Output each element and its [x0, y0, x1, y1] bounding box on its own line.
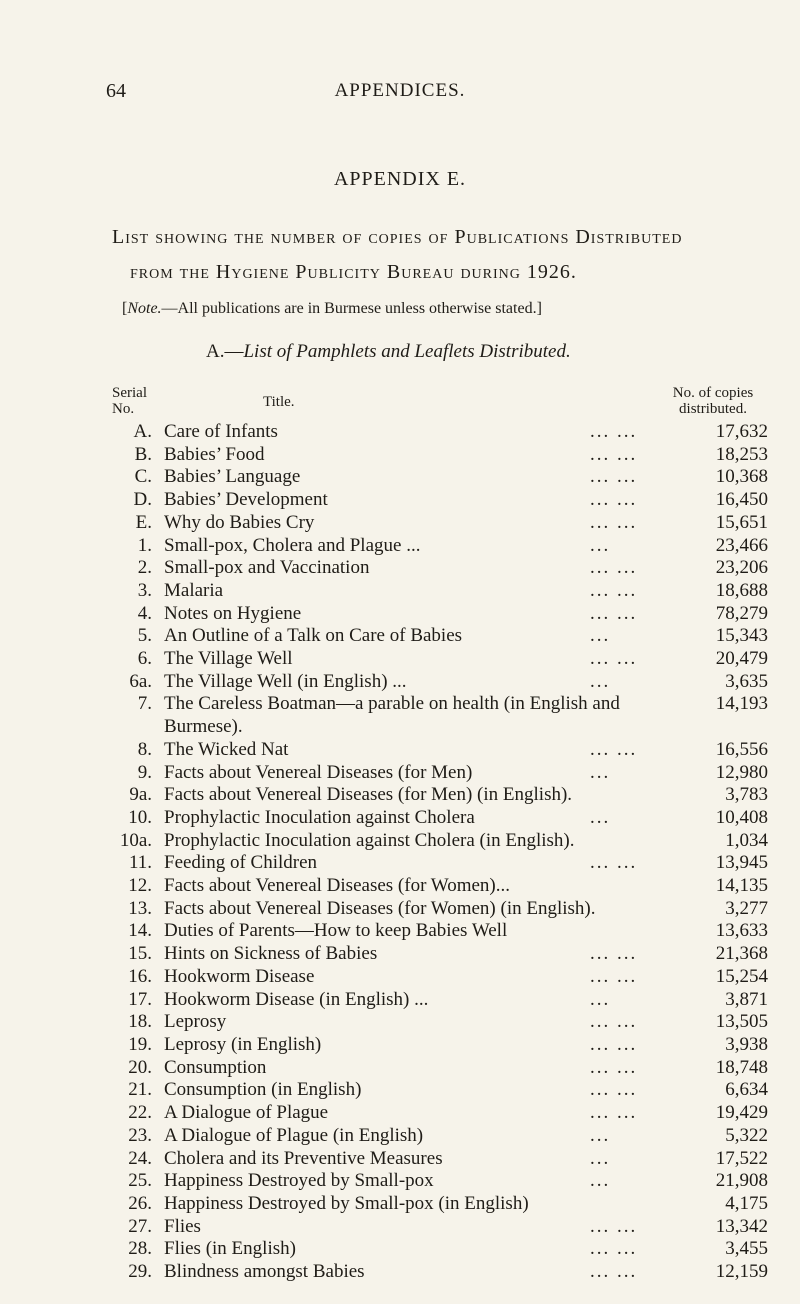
publication-title: Care of Infants	[164, 421, 278, 442]
publication-title: The Wicked Nat	[164, 738, 289, 760]
publication-title: Small-pox, Cholera and Plague ...	[164, 534, 421, 556]
publication-serial: 9a.	[129, 784, 152, 806]
serial-header-line2: No.	[112, 401, 135, 417]
publication-serial: 3.	[137, 579, 152, 601]
publication-serial: 5.	[137, 625, 152, 647]
publication-row	[112, 1170, 792, 1193]
page-number: 64	[106, 80, 126, 102]
publication-dots: ...	[590, 988, 611, 1010]
section-title	[206, 341, 571, 363]
publication-row	[112, 1125, 792, 1148]
publication-dots: ... ...	[590, 557, 638, 579]
publication-title: Babies’ Language	[164, 466, 301, 488]
publication-copies: 18,688	[715, 579, 768, 601]
note-label: Note.	[127, 300, 162, 317]
publication-copies: 21,368	[715, 943, 768, 965]
publication-serial: 8.	[137, 738, 152, 760]
publication-copies: 18,748	[715, 1056, 768, 1078]
publication-copies: 16,450	[715, 489, 768, 511]
publication-dots: ... ...	[590, 421, 638, 442]
publication-row	[112, 1034, 792, 1057]
publication-copies: 15,343	[715, 625, 768, 647]
publication-title: Prophylactic Inoculation against Cholera	[164, 806, 475, 828]
publication-dots: ...	[590, 1124, 611, 1146]
publication-dots: ... ...	[590, 943, 638, 965]
publication-dots: ... ...	[590, 965, 638, 987]
serial-header-line1: Serial	[112, 385, 147, 401]
list-heading	[112, 220, 792, 290]
publication-row	[112, 807, 792, 830]
publication-title: An Outline of a Talk on Care of Babies	[164, 625, 463, 647]
publication-copies: 14,193	[715, 693, 768, 715]
publication-dots: ...	[590, 1147, 611, 1169]
publication-title: Cholera and its Preventive Measures	[164, 1147, 443, 1169]
publication-dots: ... ...	[590, 443, 638, 465]
publication-serial: 21.	[128, 1079, 152, 1101]
section-prefix: A.—	[206, 341, 244, 362]
copies-header-line2: distributed.	[679, 401, 747, 417]
publication-serial: C.	[134, 466, 152, 488]
publication-row	[112, 1079, 792, 1102]
publication-dots: ... ...	[590, 466, 638, 488]
publication-serial: 20.	[128, 1056, 152, 1078]
publication-dots: ...	[590, 806, 611, 828]
publication-dots: ...	[590, 534, 611, 556]
publication-serial: 15.	[128, 943, 152, 965]
publication-copies: 23,466	[715, 534, 768, 556]
publication-title: Babies’ Development	[164, 489, 328, 511]
publication-serial: 19.	[128, 1033, 152, 1055]
publication-row	[112, 989, 792, 1012]
publication-title: Leprosy (in English)	[164, 1033, 322, 1055]
publication-copies: 10,408	[715, 806, 768, 828]
publication-title: Hints on Sickness of Babies	[164, 943, 378, 965]
appendix-title: APPENDIX E.	[333, 168, 467, 190]
publication-title: Prophylactic Inoculation against Cholera (in English).	[164, 829, 575, 851]
publication-dots: ...	[590, 670, 611, 692]
publication-row	[112, 671, 792, 694]
list-heading-line1: List showing the number of copies of Publications Distributed	[112, 226, 683, 248]
publication-row	[112, 512, 792, 535]
publication-serial: B.	[134, 443, 152, 465]
publication-copies: 16,556	[715, 738, 768, 760]
publication-title: Consumption	[164, 1056, 267, 1078]
publication-row	[112, 830, 792, 853]
publication-copies: 3,455	[725, 1238, 768, 1260]
publication-serial: 22.	[128, 1102, 152, 1124]
publication-copies: 6,634	[725, 1079, 768, 1101]
publication-dots: ... ...	[590, 1261, 638, 1283]
publication-row	[112, 966, 792, 989]
publication-copies: 13,633	[715, 920, 768, 942]
publication-dots: ... ...	[590, 738, 638, 760]
publication-row	[112, 852, 792, 875]
publication-copies: 21,908	[715, 1170, 768, 1192]
publication-row	[112, 580, 792, 603]
publication-copies: 17,522	[715, 1147, 768, 1169]
column-header-serial	[112, 385, 147, 417]
publication-copies: 3,277	[725, 897, 768, 919]
publication-serial: 6a.	[129, 670, 152, 692]
publication-serial: 26.	[128, 1192, 152, 1214]
publication-title: Happiness Destroyed by Small-pox (in English)	[164, 1192, 529, 1214]
publication-serial: A.	[133, 421, 152, 442]
publication-title: The Village Well	[164, 648, 293, 670]
publication-title: The Careless Boatman—a parable on health (in English and Burmese).	[164, 693, 620, 738]
publication-copies: 20,479	[715, 648, 768, 670]
publication-copies: 5,322	[725, 1124, 768, 1146]
publication-serial: 17.	[128, 988, 152, 1010]
publication-row	[112, 1238, 792, 1261]
publication-dots: ... ...	[590, 1102, 638, 1124]
publication-title: Facts about Venereal Diseases (for Women)...	[164, 875, 510, 897]
publication-serial: D.	[133, 489, 152, 511]
publication-copies: 3,635	[725, 670, 768, 692]
publication-copies: 78,279	[715, 602, 768, 624]
publication-row	[112, 421, 792, 444]
publication-dots: ...	[590, 625, 611, 647]
publication-copies: 18,253	[715, 443, 768, 465]
publication-title: Consumption (in English)	[164, 1079, 362, 1101]
publication-dots: ... ...	[590, 579, 638, 601]
publication-copies: 14,135	[715, 875, 768, 897]
publication-title: Why do Babies Cry	[164, 511, 315, 533]
publication-serial: 18.	[128, 1011, 152, 1033]
publication-title: Babies’ Food	[164, 443, 265, 465]
publication-copies: 3,783	[725, 784, 768, 806]
publication-dots: ...	[590, 1170, 611, 1192]
publication-copies: 10,368	[715, 466, 768, 488]
publication-row	[112, 920, 792, 943]
publication-row	[112, 648, 792, 671]
publication-row	[112, 898, 792, 921]
publication-serial: 16.	[128, 965, 152, 987]
publication-serial: 1.	[137, 534, 152, 556]
publication-dots: ... ...	[590, 648, 638, 670]
publication-title: Leprosy	[164, 1011, 227, 1033]
publication-title: Facts about Venereal Diseases (for Men) (in English).	[164, 784, 573, 806]
publication-title: Notes on Hygiene	[164, 602, 302, 624]
publication-copies: 4,175	[725, 1192, 768, 1214]
publication-row	[112, 535, 792, 558]
publication-serial: 6.	[137, 648, 152, 670]
publication-dots: ... ...	[590, 511, 638, 533]
publication-dots: ... ...	[590, 852, 638, 874]
publication-dots: ... ...	[590, 1238, 638, 1260]
publication-title: Hookworm Disease	[164, 965, 315, 987]
publication-serial: 4.	[137, 602, 152, 624]
publication-row	[112, 1102, 792, 1125]
column-header-title: Title.	[263, 394, 295, 410]
publication-dots: ...	[590, 761, 611, 783]
publication-title: A Dialogue of Plague (in English)	[164, 1124, 424, 1146]
publication-serial: E.	[135, 511, 152, 533]
publication-copies: 15,254	[715, 965, 768, 987]
publication-dots: ... ...	[590, 1079, 638, 1101]
publication-title: Flies (in English)	[164, 1238, 296, 1260]
publication-row	[112, 1261, 792, 1284]
publication-title: Facts about Venereal Diseases (for Women) (in English).	[164, 897, 596, 919]
publication-serial: 27.	[128, 1215, 152, 1237]
publication-serial: 11.	[128, 852, 152, 874]
publication-serial: 14.	[128, 920, 152, 942]
copies-header-line1: No. of copies	[672, 385, 754, 401]
publication-serial: 25.	[128, 1170, 152, 1192]
publication-row	[112, 444, 792, 467]
publication-row	[112, 466, 792, 489]
publication-copies: 13,945	[715, 852, 768, 874]
publication-row	[112, 489, 792, 512]
publication-title: Facts about Venereal Diseases (for Men)	[164, 761, 473, 783]
publication-row	[112, 1057, 792, 1080]
publication-row	[112, 875, 792, 898]
publication-serial: 10.	[128, 806, 152, 828]
list-heading-line2: from the Hygiene Publicity Bureau during 1926.	[130, 261, 577, 283]
publication-serial: 28.	[128, 1238, 152, 1260]
section-title-text: List of Pamphlets and Leaflets Distributed.	[243, 341, 571, 362]
running-head: APPENDICES.	[334, 80, 466, 101]
publication-copies: 15,651	[715, 511, 768, 533]
column-header-copies	[638, 385, 788, 417]
publication-copies: 13,342	[715, 1215, 768, 1237]
publication-serial: 9.	[137, 761, 152, 783]
publication-row	[112, 1216, 792, 1239]
publication-title: Hookworm Disease (in English) ...	[164, 988, 429, 1010]
publication-dots: ... ...	[590, 1056, 638, 1078]
publication-row	[112, 557, 792, 580]
publication-copies: 1,034	[725, 829, 768, 851]
publication-dots: ... ...	[590, 1011, 638, 1033]
publication-dots: ... ...	[590, 602, 638, 624]
publication-title: The Village Well (in English) ...	[164, 670, 407, 692]
publication-serial: 12.	[128, 875, 152, 897]
publication-copies: 12,159	[715, 1261, 768, 1283]
publication-row	[112, 762, 792, 785]
publication-title: A Dialogue of Plague	[164, 1102, 329, 1124]
publication-row	[112, 693, 792, 738]
publication-title: Blindness amongst Babies	[164, 1261, 365, 1283]
publication-row	[112, 1148, 792, 1171]
publication-title: Malaria	[164, 579, 224, 601]
publication-copies: 3,871	[725, 988, 768, 1010]
publications-list	[112, 421, 792, 1284]
publication-serial: 29.	[128, 1261, 152, 1283]
publication-copies: 17,632	[715, 421, 768, 442]
note-text: —All publications are in Burmese unless otherwise stated.]	[161, 300, 542, 317]
publication-copies: 19,429	[715, 1102, 768, 1124]
publication-serial: 13.	[128, 897, 152, 919]
publication-serial: 10a.	[119, 829, 152, 851]
publication-dots: ... ...	[590, 489, 638, 511]
publication-title: Flies	[164, 1215, 201, 1237]
publication-copies: 13,505	[715, 1011, 768, 1033]
publication-row	[112, 1011, 792, 1034]
publication-dots: ... ...	[590, 1215, 638, 1237]
publication-serial: 24.	[128, 1147, 152, 1169]
publication-title: Small-pox and Vaccination	[164, 557, 370, 579]
publication-row	[112, 625, 792, 648]
publication-serial: 2.	[137, 557, 152, 579]
publication-title: Duties of Parents—How to keep Babies Well	[164, 920, 508, 942]
publication-row	[112, 1193, 792, 1216]
publication-row	[112, 603, 792, 626]
publication-copies: 12,980	[715, 761, 768, 783]
publication-copies: 3,938	[725, 1033, 768, 1055]
publication-serial: 7.	[137, 693, 152, 715]
publication-dots: ... ...	[590, 1033, 638, 1055]
publication-row	[112, 784, 792, 807]
publication-row	[112, 739, 792, 762]
publication-title: Feeding of Children	[164, 852, 318, 874]
publication-copies: 23,206	[715, 557, 768, 579]
publication-row	[112, 943, 792, 966]
note: [Note.—All publications are in Burmese unless otherwise stated.]	[122, 300, 542, 317]
publication-title: Happiness Destroyed by Small-pox	[164, 1170, 434, 1192]
publication-serial: 23.	[128, 1124, 152, 1146]
